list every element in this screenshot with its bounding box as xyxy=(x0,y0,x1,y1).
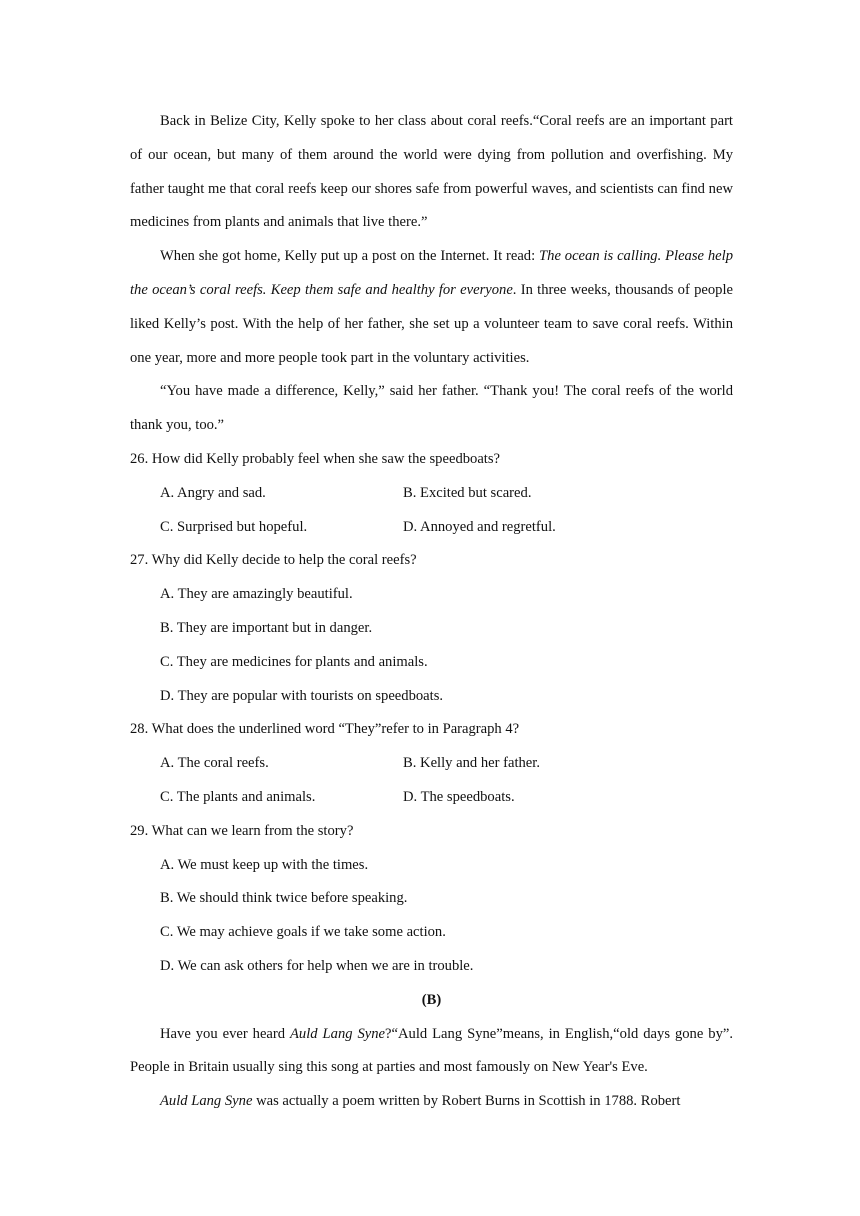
section-heading: (B) xyxy=(421,991,442,1008)
option-a: A. They are amazingly beautiful. xyxy=(160,586,353,603)
option-c: C. Surprised but hopeful. xyxy=(160,518,308,535)
paragraph-auld-lang-syne-intro xyxy=(130,1018,733,1086)
option-d: D. They are popular with tourists on speedboats. xyxy=(160,687,444,704)
option-c: C. The plants and animals. xyxy=(160,788,316,805)
option-a: A. The coral reefs. xyxy=(160,755,269,772)
option-d: D. We can ask others for help when we are in trouble. xyxy=(160,957,474,974)
option-a: A. We must keep up with the times. xyxy=(160,856,369,873)
option-d: D. Annoyed and regretful. xyxy=(403,518,556,535)
option-c: C. They are medicines for plants and animals. xyxy=(160,653,428,670)
paragraph-coral-class: Back in Belize City, Kelly spoke to her class about coral reefs.“Coral reefs are an important part of our ocean, but many of them around the world were dying from pollution and overfishing. My father taught me that coral reefs keep our shores safe from powerful waves, and scientists can find new medicines from plants and animals that live there.” xyxy=(130,113,733,231)
option-b: B. We should think twice before speaking. xyxy=(160,890,408,907)
question-28-options-row-2 xyxy=(130,781,733,815)
paragraph-father-thanks: “You have made a difference, Kelly,” said her father. “Thank you! The coral reefs of the world thank you, too.” xyxy=(130,383,733,434)
option-c: C. We may achieve goals if we take some action. xyxy=(160,924,446,941)
question-28-stem: 28. What does the underlined word “They”refer to in Paragraph 4? xyxy=(130,721,520,738)
question-26-options-row-1 xyxy=(130,477,733,511)
option-b: B. Excited but scared. xyxy=(403,484,532,501)
paragraph-text: Have you ever heard xyxy=(160,1025,291,1042)
question-26-stem: 26. How did Kelly probably feel when she saw the speedboats? xyxy=(130,450,501,467)
question-27-stem: 27. Why did Kelly decide to help the coral reefs? xyxy=(130,552,417,569)
question-28-options-row-1 xyxy=(130,747,733,781)
paragraph-auld-lang-syne-history xyxy=(130,1085,733,1119)
paragraph-text: When she got home, Kelly put up a post on the Internet. It read: xyxy=(160,248,540,265)
post-quote: The ocean is calling. Please help the ocean’s coral reefs. Keep them safe and healthy for everyone xyxy=(130,248,733,298)
song-title: Auld Lang Syne xyxy=(290,1025,386,1042)
paragraph-internet-post xyxy=(130,240,733,375)
option-b: B. They are important but in danger. xyxy=(160,619,373,636)
option-a: A. Angry and sad. xyxy=(160,484,266,501)
question-29-stem: 29. What can we learn from the story? xyxy=(130,822,354,839)
option-d: D. The speedboats. xyxy=(403,788,515,805)
paragraph-text: ?“Auld Lang Syne”means, in English,“old days gone by”. People in Britain usually sing this song at parties and most famously on New Year's Eve. xyxy=(130,1025,733,1076)
document-page xyxy=(130,105,733,1119)
paragraph-text: was actually a poem written by Robert Burns in Scottish in 1788. Robert xyxy=(252,1093,681,1110)
song-title: Auld Lang Syne xyxy=(160,1093,253,1110)
option-b: B. Kelly and her father. xyxy=(403,755,540,772)
question-26-options-row-2 xyxy=(130,511,733,545)
paragraph-text: . In three weeks, thousands of people liked Kelly’s post. With the help of her father, she set up a volunteer team to save coral reefs. Within one year, more and more people took part in the voluntary activities. xyxy=(130,281,733,366)
